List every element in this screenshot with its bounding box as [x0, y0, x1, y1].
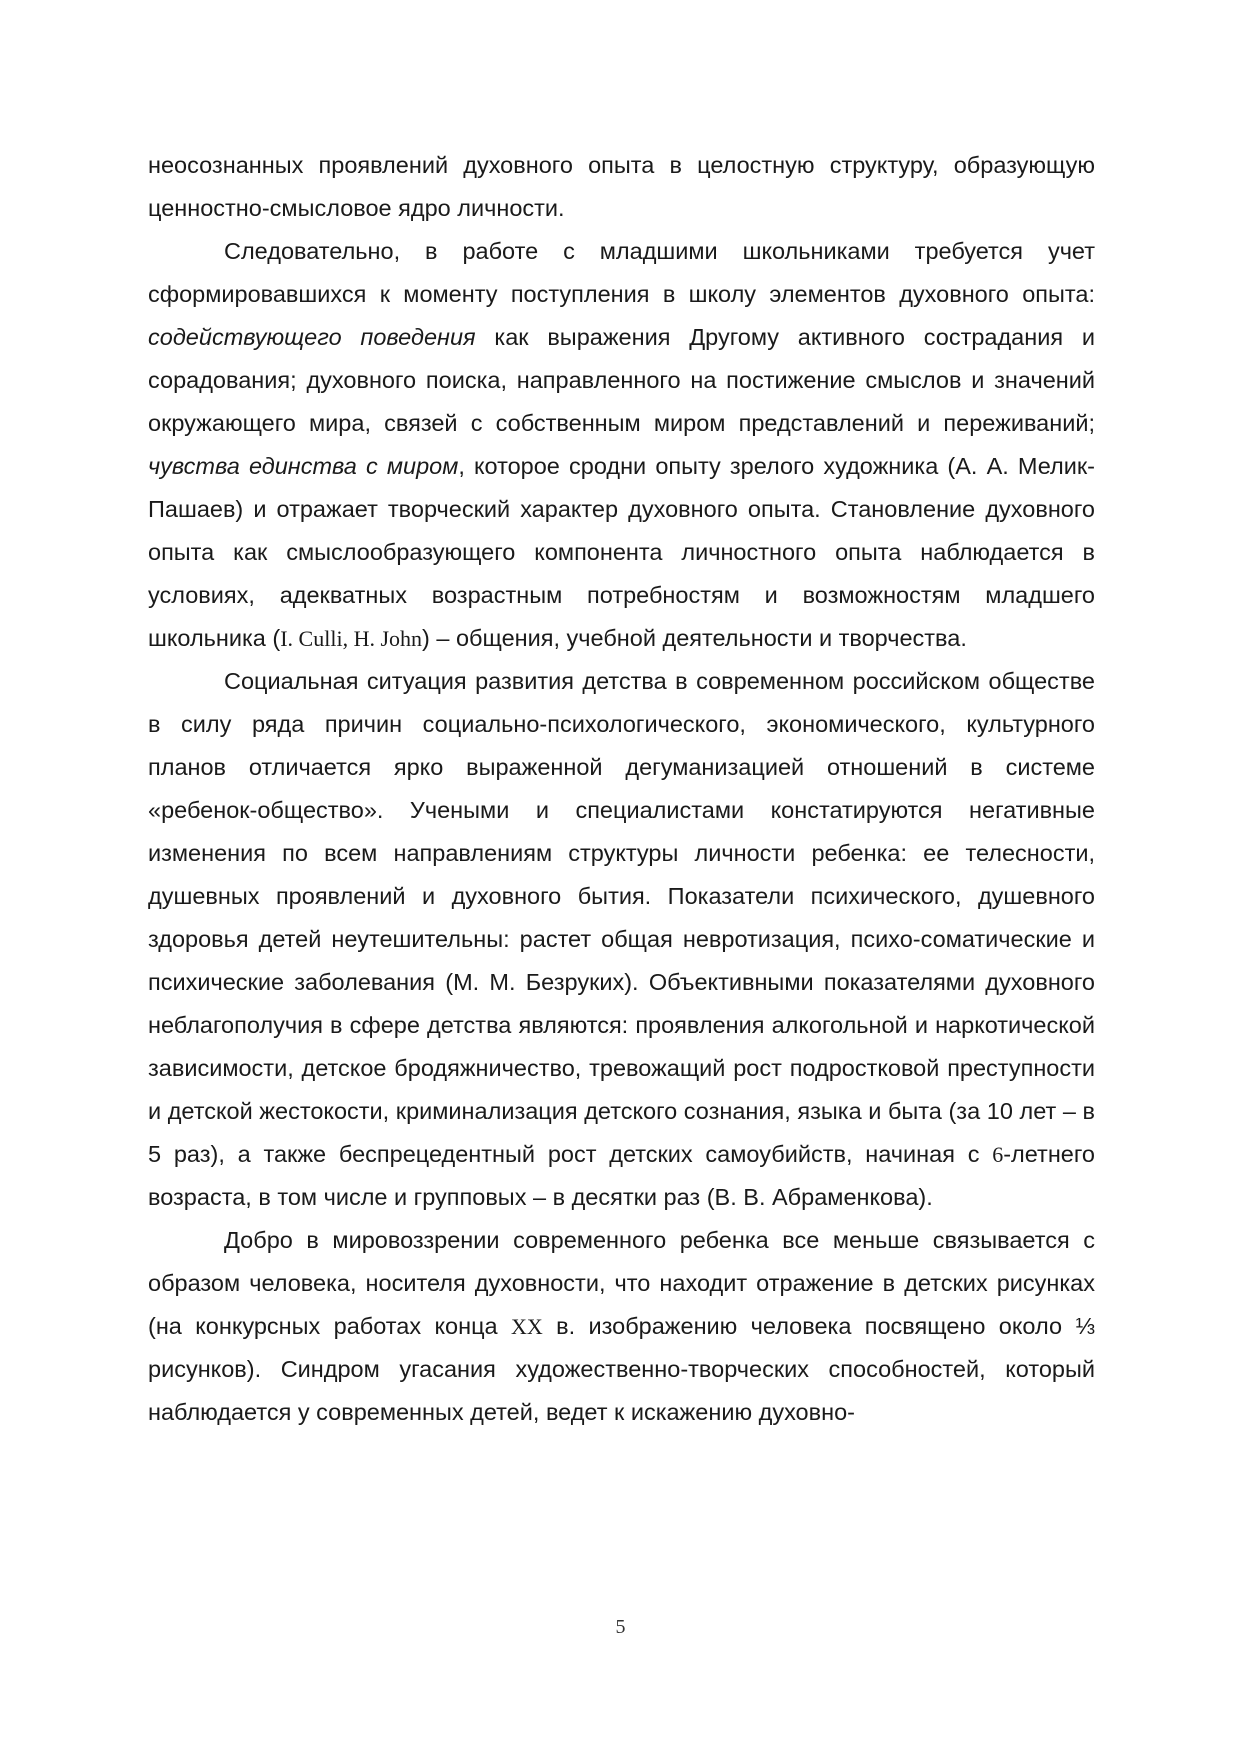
century-numeral: XX — [510, 1314, 543, 1339]
paragraph-1 — [148, 144, 1095, 230]
paragraph-4-text-2: в. изображению человека посвящено около ⅓ рисунков). Синдром угасания художественно-творческих способностей, который наблюдается у современных детей, ведет к искажению духовно- — [148, 1313, 1095, 1425]
document-body — [148, 144, 1095, 1434]
paragraph-2-text-4: ) – общения, учебной деятельности и творчества. — [422, 625, 967, 651]
paragraph-4 — [148, 1219, 1095, 1434]
page-number: 5 — [615, 1616, 626, 1638]
paragraph-1-text: неосознанных проявлений духовного опыта в целостную структуру, образующую ценностно-смысловое ядро личности. — [148, 152, 1095, 221]
paragraph-4-text-1: Добро в мировоззрении современного ребенка все меньше связывается с образом человека, носителя духовности, что находит отражение в детских рисунках (на конкурсных работах конца — [148, 1227, 1095, 1339]
paragraph-2-text-2: как выражения Другому активного сострадания и сорадования; духовного поиска, направленного на постижение смыслов и значений окружающего мира, связей с собственным миром представлений и переживаний; — [148, 324, 1095, 436]
paragraph-3-text-2: -летнего возраста, в том числе и групповых – в десятки раз (В. В. Абраменкова). — [148, 1141, 1095, 1210]
italic-term-unity-with-world: чувства единства с миром — [148, 453, 459, 479]
paragraph-2-text-3: , которое сродни опыту зрелого художника (А. А. Мелик-Пашаев) и отражает творческий характер духовного опыта. Становление духовного опыта как смыслообразующего компонента личностного опыта наблюдается в условиях, адекватных возрастным потребностям и возможностям младшего школьника ( — [148, 453, 1095, 651]
paragraph-2-text-1: Следовательно, в работе с младшими школьниками требуется учет сформировавшихся к моменту поступления в школу элементов духовного опыта: — [148, 238, 1095, 307]
paragraph-3-text-1: Социальная ситуация развития детства в современном российском обществе в силу ряда причин социально-психологического, экономического, культурного планов отличается ярко выраженной дегуманизацией отношений в системе «ребенок-общество». Учеными и специалистами констатируются негативные изменения по всем направлениям структуры личности ребенка: ее телесности, душевных проявлений и духовного бытия. Показатели психического, душевного здоровья детей неутешительны: растет общая невротизация, психо-соматические и психические заболевания (М. М. Безруких). Объективными показателями духовного неблагополучия в сфере детства являются: проявления алкогольной и наркотической зависимости, детское бродяжничество, тревожащий рост подростковой преступности и детской жестокости, криминализация детского сознания, языка и быта (за 10 лет – в 5 раз), а также беспрецедентный рост детских самоубийств, начиная с — [148, 668, 1095, 1167]
paragraph-3 — [148, 660, 1095, 1219]
citation-authors: I. Culli, H. John — [280, 626, 423, 651]
italic-term-cooperative-behavior: содействующего поведения — [148, 324, 476, 350]
age-number: 6 — [992, 1142, 1004, 1167]
paragraph-2 — [148, 230, 1095, 660]
